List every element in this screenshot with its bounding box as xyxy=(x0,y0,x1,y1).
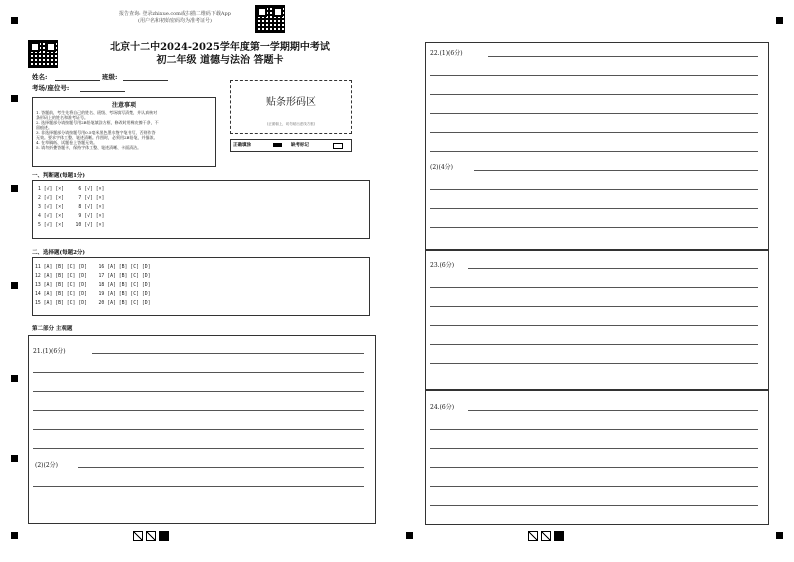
correct-fill-swatch xyxy=(273,143,282,147)
q22-2-label: (2)(4分) xyxy=(430,164,453,171)
answer-line[interactable] xyxy=(488,56,758,57)
answer-line[interactable] xyxy=(430,325,758,326)
answer-line[interactable] xyxy=(92,353,364,354)
barcode-area xyxy=(230,80,352,134)
answer-line[interactable] xyxy=(430,75,758,76)
exam-subtitle: 初二年级 道德与法治 答题卡 xyxy=(156,55,284,66)
judge-row[interactable]: 3 [√] [×] 8 [√] [×] xyxy=(38,205,105,210)
choice-row[interactable]: 12 [A] [B] [C] [D] 17 [A] [B] [C] [D] xyxy=(35,274,151,279)
choice-row[interactable]: 15 [A] [B] [C] [D] 20 [A] [B] [C] [D] xyxy=(35,301,151,306)
answer-line[interactable] xyxy=(430,363,758,364)
exam-title: 北京十二中2024-2025学年度第一学期期中考试 xyxy=(110,42,330,53)
notice-item: 无效。要求字体工整、笔迹清晰。作图时，必须用2B铅笔，并描浓。 xyxy=(36,135,158,140)
timing-mark xyxy=(406,532,413,539)
fill-example xyxy=(230,139,352,152)
answer-line[interactable] xyxy=(430,189,758,190)
q24-label: 24.(6分) xyxy=(430,404,455,411)
answer-line[interactable] xyxy=(33,410,364,411)
page-marker xyxy=(554,531,564,541)
choice-row[interactable]: 14 [A] [B] [C] [D] 19 [A] [B] [C] [D] xyxy=(35,292,151,297)
judge-row[interactable]: 5 [√] [×] 10 [√] [×] xyxy=(38,223,105,228)
answer-line[interactable] xyxy=(78,467,364,468)
timing-mark xyxy=(11,17,18,24)
q21-1-label: 21.(1)(6分) xyxy=(33,348,66,355)
q22-1-label: 22.(1)(6分) xyxy=(430,50,463,57)
judge-row[interactable]: 2 [√] [×] 7 [√] [×] xyxy=(38,196,105,201)
timing-mark xyxy=(776,17,783,24)
timing-mark xyxy=(776,532,783,539)
page-marker xyxy=(146,531,156,541)
answer-line[interactable] xyxy=(430,287,758,288)
app-qr-code xyxy=(255,5,285,33)
answer-line[interactable] xyxy=(430,151,758,152)
notice-item: 1. 答题前，考生先将自己的姓名、班级、考场填写清楚，并认真核对 xyxy=(36,110,158,115)
part2-title: 第二部分 主观题 xyxy=(32,326,73,332)
notice-item: 留痕迹。 xyxy=(36,125,52,130)
page-marker xyxy=(159,531,169,541)
timing-mark xyxy=(11,375,18,382)
answer-line[interactable] xyxy=(430,227,758,228)
answer-line[interactable] xyxy=(33,391,364,392)
answer-line[interactable] xyxy=(430,429,758,430)
name-label: 姓名: xyxy=(32,73,48,81)
timing-mark xyxy=(11,282,18,289)
absent-mark-label: 缺考标记 xyxy=(291,143,309,148)
student-qr-code xyxy=(28,40,58,68)
answer-line[interactable] xyxy=(430,208,758,209)
choice-row[interactable]: 13 [A] [B] [C] [D] 18 [A] [B] [C] [D] xyxy=(35,283,151,288)
answer-line[interactable] xyxy=(430,486,758,487)
room-field[interactable] xyxy=(80,91,125,92)
answer-line[interactable] xyxy=(33,372,364,373)
answer-line[interactable] xyxy=(430,467,758,468)
timing-mark xyxy=(11,185,18,192)
answer-line[interactable] xyxy=(33,486,364,487)
answer-line[interactable] xyxy=(430,94,758,95)
answer-line[interactable] xyxy=(430,448,758,449)
timing-mark xyxy=(11,532,18,539)
answer-line[interactable] xyxy=(430,306,758,307)
timing-mark xyxy=(11,455,18,462)
answer-line[interactable] xyxy=(468,268,758,269)
answer-line[interactable] xyxy=(430,344,758,345)
q23-answer-box xyxy=(425,249,769,391)
choice-row[interactable]: 11 [A] [B] [C] [D] 16 [A] [B] [C] [D] xyxy=(35,265,151,270)
notice-box xyxy=(32,97,216,167)
q23-label: 23.(6分) xyxy=(430,262,455,269)
answer-line[interactable] xyxy=(430,132,758,133)
header-line2: (用户名和初始密码均为准考证号) xyxy=(138,18,212,24)
notice-item: 4. 在草稿纸、试题卷上答题无效。 xyxy=(36,140,98,145)
notice-item: 条形码上的姓名和准考证号。 xyxy=(36,115,88,120)
choice-section-title: 二、选择题(每题2分) xyxy=(32,250,86,256)
notice-item: 3. 非选择题部分请按题号用0.5毫米黑色墨水签字笔书写，否则作答 xyxy=(36,130,156,135)
page-marker xyxy=(528,531,538,541)
answer-line[interactable] xyxy=(430,505,758,506)
judge-row[interactable]: 1 [√] [×] 6 [√] [×] xyxy=(38,187,105,192)
room-label: 考场/座位号: xyxy=(32,84,70,92)
class-label: 班级: xyxy=(102,73,118,81)
correct-fill-label: 正确填涂 xyxy=(233,143,251,148)
notice-item: 5. 请勿折叠答题卡，保持字体工整、笔迹清晰、卡面清洁。 xyxy=(36,145,142,150)
answer-line[interactable] xyxy=(33,429,364,430)
answer-line[interactable] xyxy=(474,170,758,171)
barcode-note: (正面朝上，切勿贴出虚线方框) xyxy=(266,122,316,126)
timing-mark xyxy=(11,95,18,102)
page-marker xyxy=(133,531,143,541)
barcode-title: 贴条形码区 xyxy=(266,97,316,108)
judge-section-title: 一、判断题(每题1分) xyxy=(32,173,86,179)
answer-line[interactable] xyxy=(468,410,758,411)
page-marker xyxy=(541,531,551,541)
answer-line[interactable] xyxy=(33,448,364,449)
q22-answer-box xyxy=(425,42,769,251)
judge-row[interactable]: 4 [√] [×] 9 [√] [×] xyxy=(38,214,105,219)
header-line1: 报告查询: 登录zhixue.com或扫描二维码下载App xyxy=(119,11,231,17)
class-field[interactable] xyxy=(123,80,168,81)
absent-mark-box[interactable] xyxy=(333,143,343,149)
notice-item: 2. 选择题部分请按题号用2B铅笔填涂方框，修改时用橡皮擦干净，不 xyxy=(36,120,159,125)
q21-2-label: (2)(2分) xyxy=(35,462,58,469)
answer-line[interactable] xyxy=(430,113,758,114)
notice-title: 注意事项 xyxy=(111,102,136,109)
name-field[interactable] xyxy=(55,80,100,81)
